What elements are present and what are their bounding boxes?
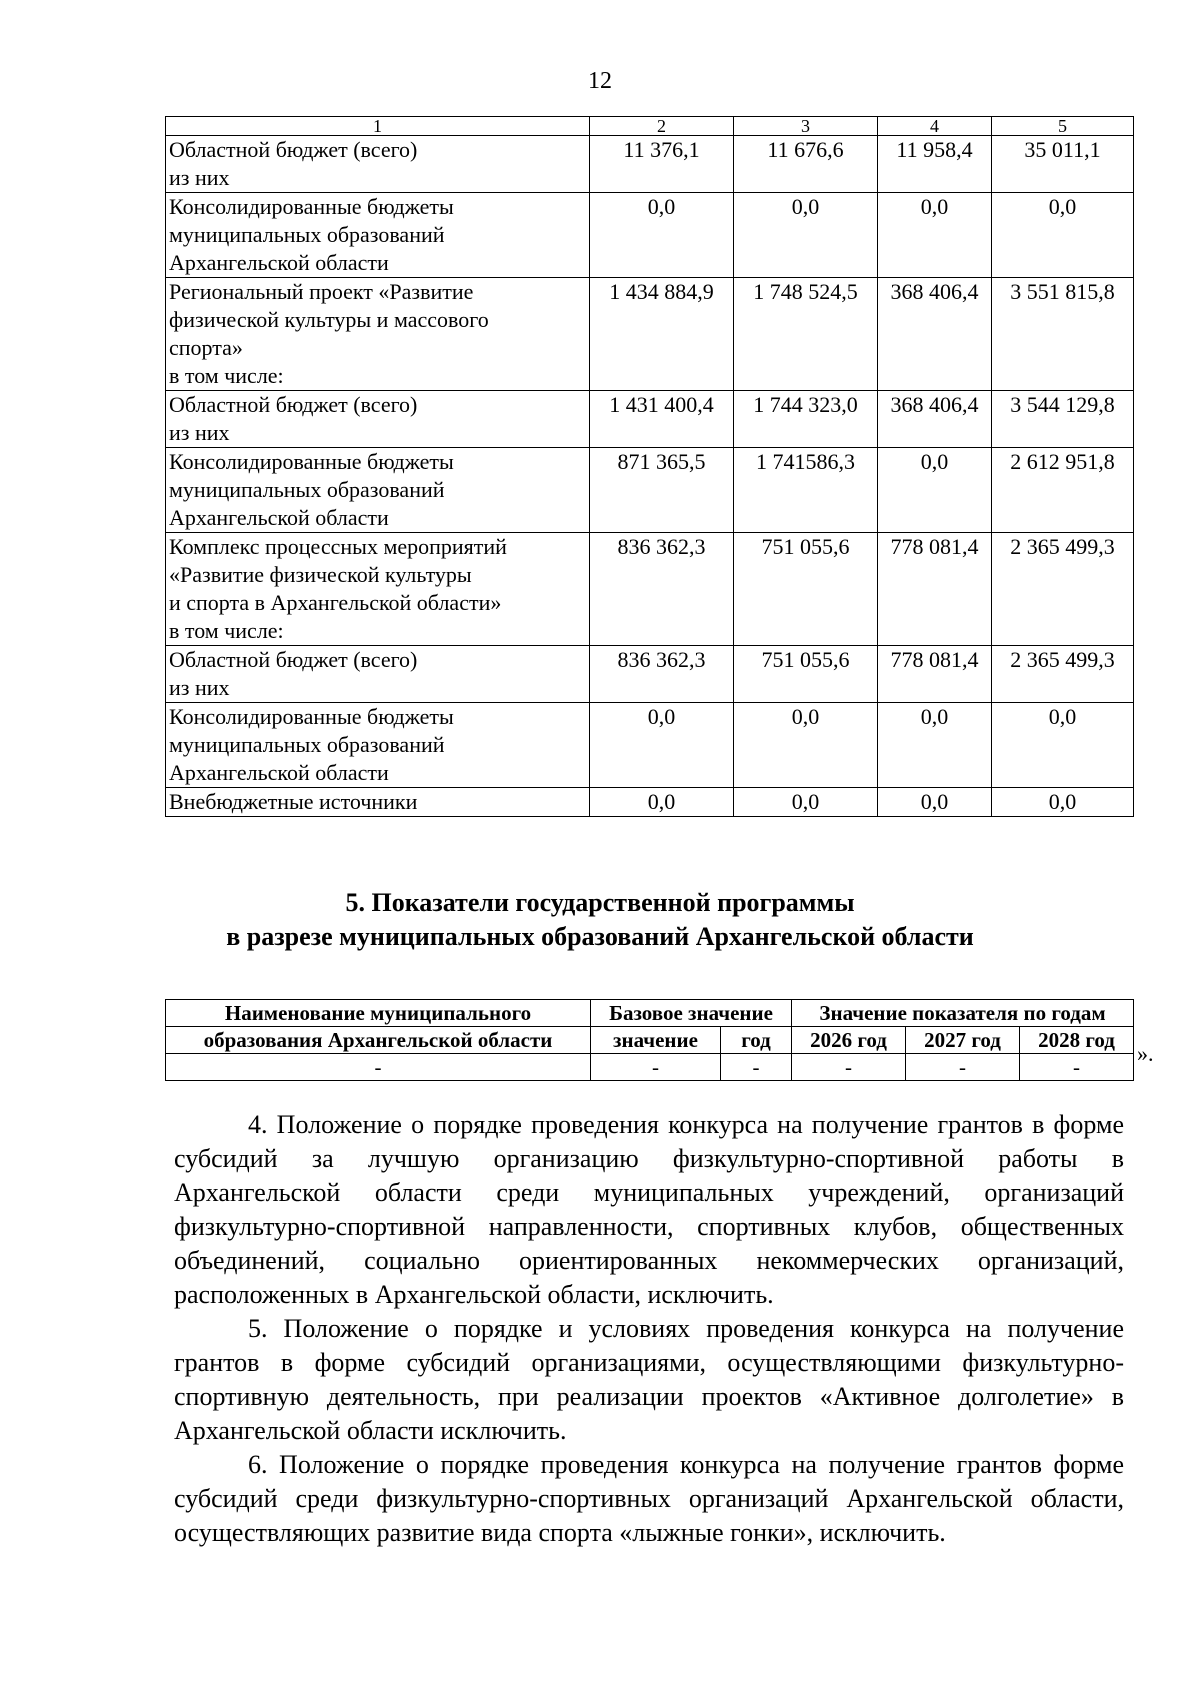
table-cell: - — [1020, 1054, 1134, 1081]
section-title-line: 5. Показатели государственной программы — [345, 888, 855, 917]
value-cell: 0,0 — [590, 788, 734, 817]
table-row — [166, 646, 1134, 703]
row-label-line: муниципальных образований — [169, 477, 445, 502]
row-label-line: Комплекс процессных мероприятий — [169, 534, 507, 559]
value-cell: 0,0 — [878, 703, 992, 788]
paragraph: 5. Положение о порядке и условиях проведения конкурса на получение грантов в форме субсидий организациями, осуществляющими физкультурно-спортивную деятельность, при реализации проектов «Активное долголетие» в Архангельской области исключить. — [174, 1314, 1124, 1445]
row-label — [166, 193, 590, 278]
table-cell: - — [166, 1054, 591, 1081]
section-title-line: в разрезе муниципальных образований Архангельской области — [226, 922, 974, 951]
value-cell: 11 376,1 — [590, 136, 734, 193]
row-label — [166, 278, 590, 391]
row-label-line: спорта» — [169, 335, 243, 360]
table-header-row — [166, 1000, 1134, 1027]
value-cell: 2 365 499,3 — [992, 533, 1134, 646]
row-label-line: Архангельской области — [169, 250, 389, 275]
financing-table — [165, 116, 1134, 817]
table-header-row — [166, 117, 1134, 136]
row-label-line: в том числе: — [169, 618, 284, 643]
row-label-line: Консолидированные бюджеты — [169, 704, 454, 729]
year-header: 2028 год — [1020, 1027, 1134, 1054]
row-label-line: Архангельской области — [169, 760, 389, 785]
value-cell: 778 081,4 — [878, 533, 992, 646]
row-label — [166, 646, 590, 703]
row-label-line: Областной бюджет (всего) — [169, 647, 418, 672]
municipality-header: Наименование муниципального — [166, 1000, 591, 1027]
table-cell: - — [792, 1054, 906, 1081]
row-label-line: Внебюджетные источники — [169, 789, 418, 814]
value-cell: 35 011,1 — [992, 136, 1134, 193]
table-row — [166, 278, 1134, 391]
row-label — [166, 448, 590, 533]
value-cell: 751 055,6 — [734, 646, 878, 703]
table-cell: - — [591, 1054, 721, 1081]
value-cell: 1 744 323,0 — [734, 391, 878, 448]
row-label-line: физической культуры и массового — [169, 307, 489, 332]
body-text — [174, 1108, 1124, 1550]
table-row — [166, 533, 1134, 646]
value-cell: 1 431 400,4 — [590, 391, 734, 448]
column-number: 3 — [734, 117, 878, 136]
row-label — [166, 391, 590, 448]
row-label-line: из них — [169, 420, 230, 445]
row-label-line: из них — [169, 165, 230, 190]
row-label — [166, 788, 590, 817]
value-cell: 0,0 — [992, 788, 1134, 817]
value-cell: 1 741586,3 — [734, 448, 878, 533]
table-cell: - — [906, 1054, 1020, 1081]
value-cell: 0,0 — [992, 703, 1134, 788]
value-cell: 836 362,3 — [590, 646, 734, 703]
value-cell: 11 958,4 — [878, 136, 992, 193]
column-number: 5 — [992, 117, 1134, 136]
indicators-table — [165, 999, 1134, 1081]
row-label — [166, 136, 590, 193]
table-row — [166, 391, 1134, 448]
value-cell: 368 406,4 — [878, 278, 992, 391]
row-label-line: Областной бюджет (всего) — [169, 392, 418, 417]
row-label-line: из них — [169, 675, 230, 700]
column-number: 1 — [166, 117, 590, 136]
row-label — [166, 533, 590, 646]
table-row — [166, 1054, 1134, 1081]
row-label-line: и спорта в Архангельской области» — [169, 590, 502, 615]
column-number: 4 — [878, 117, 992, 136]
value-cell: 0,0 — [590, 703, 734, 788]
row-label-line: муниципальных образований — [169, 222, 445, 247]
table-row — [166, 788, 1134, 817]
value-cell: 1 748 524,5 — [734, 278, 878, 391]
value-cell: 0,0 — [734, 703, 878, 788]
value-cell: 871 365,5 — [590, 448, 734, 533]
row-label-line: муниципальных образований — [169, 732, 445, 757]
table-cell: - — [721, 1054, 792, 1081]
base-year-subheader: год — [721, 1027, 792, 1054]
value-cell: 3 551 815,8 — [992, 278, 1134, 391]
row-label-line: Консолидированные бюджеты — [169, 194, 454, 219]
value-cell: 0,0 — [878, 193, 992, 278]
table-row — [166, 703, 1134, 788]
table-row — [166, 448, 1134, 533]
value-cell: 751 055,6 — [734, 533, 878, 646]
table-row — [166, 193, 1134, 278]
value-cell: 778 081,4 — [878, 646, 992, 703]
municipality-header: образования Архангельской области — [166, 1027, 591, 1054]
row-label-line: «Развитие физической культуры — [169, 562, 472, 587]
years-header: Значение показателя по годам — [792, 1000, 1134, 1027]
value-cell: 1 434 884,9 — [590, 278, 734, 391]
value-cell: 0,0 — [734, 193, 878, 278]
value-cell: 0,0 — [992, 193, 1134, 278]
row-label-line: Региональный проект «Развитие — [169, 279, 474, 304]
row-label-line: в том числе: — [169, 363, 284, 388]
base-value-header: Базовое значение — [591, 1000, 792, 1027]
value-cell: 836 362,3 — [590, 533, 734, 646]
section-title — [0, 886, 1200, 954]
value-cell: 0,0 — [590, 193, 734, 278]
paragraph: 6. Положение о порядке проведения конкурса на получение грантов форме субсидий среди физкультурно-спортивных организаций Архангельской области, осуществляющих развитие вида спорта «лыжные гонки», исключить. — [174, 1450, 1124, 1547]
row-label — [166, 703, 590, 788]
value-cell: 0,0 — [878, 448, 992, 533]
value-cell: 0,0 — [878, 788, 992, 817]
year-header: 2027 год — [906, 1027, 1020, 1054]
value-cell: 368 406,4 — [878, 391, 992, 448]
value-cell: 0,0 — [734, 788, 878, 817]
value-cell: 11 676,6 — [734, 136, 878, 193]
row-label-line: Архангельской области — [169, 505, 389, 530]
table-header-row — [166, 1027, 1134, 1054]
closing-quote: ». — [1137, 1041, 1154, 1066]
value-cell: 3 544 129,8 — [992, 391, 1134, 448]
value-cell: 2 365 499,3 — [992, 646, 1134, 703]
table-row — [166, 136, 1134, 193]
column-number: 2 — [590, 117, 734, 136]
year-header: 2026 год — [792, 1027, 906, 1054]
value-cell: 2 612 951,8 — [992, 448, 1134, 533]
row-label-line: Областной бюджет (всего) — [169, 137, 418, 162]
base-value-subheader: значение — [591, 1027, 721, 1054]
row-label-line: Консолидированные бюджеты — [169, 449, 454, 474]
page-number: 12 — [588, 68, 612, 94]
paragraph: 4. Положение о порядке проведения конкурса на получение грантов в форме субсидий за лучшую организацию физкультурно-спортивной работы в Архангельской области среди муниципальных учреждений, организаций физкультурно-спортивной направленности, спортивных клубов, общественных объединений, социально ориентированных некоммерческих организаций, расположенных в Архангельской области, исключить. — [174, 1110, 1124, 1309]
